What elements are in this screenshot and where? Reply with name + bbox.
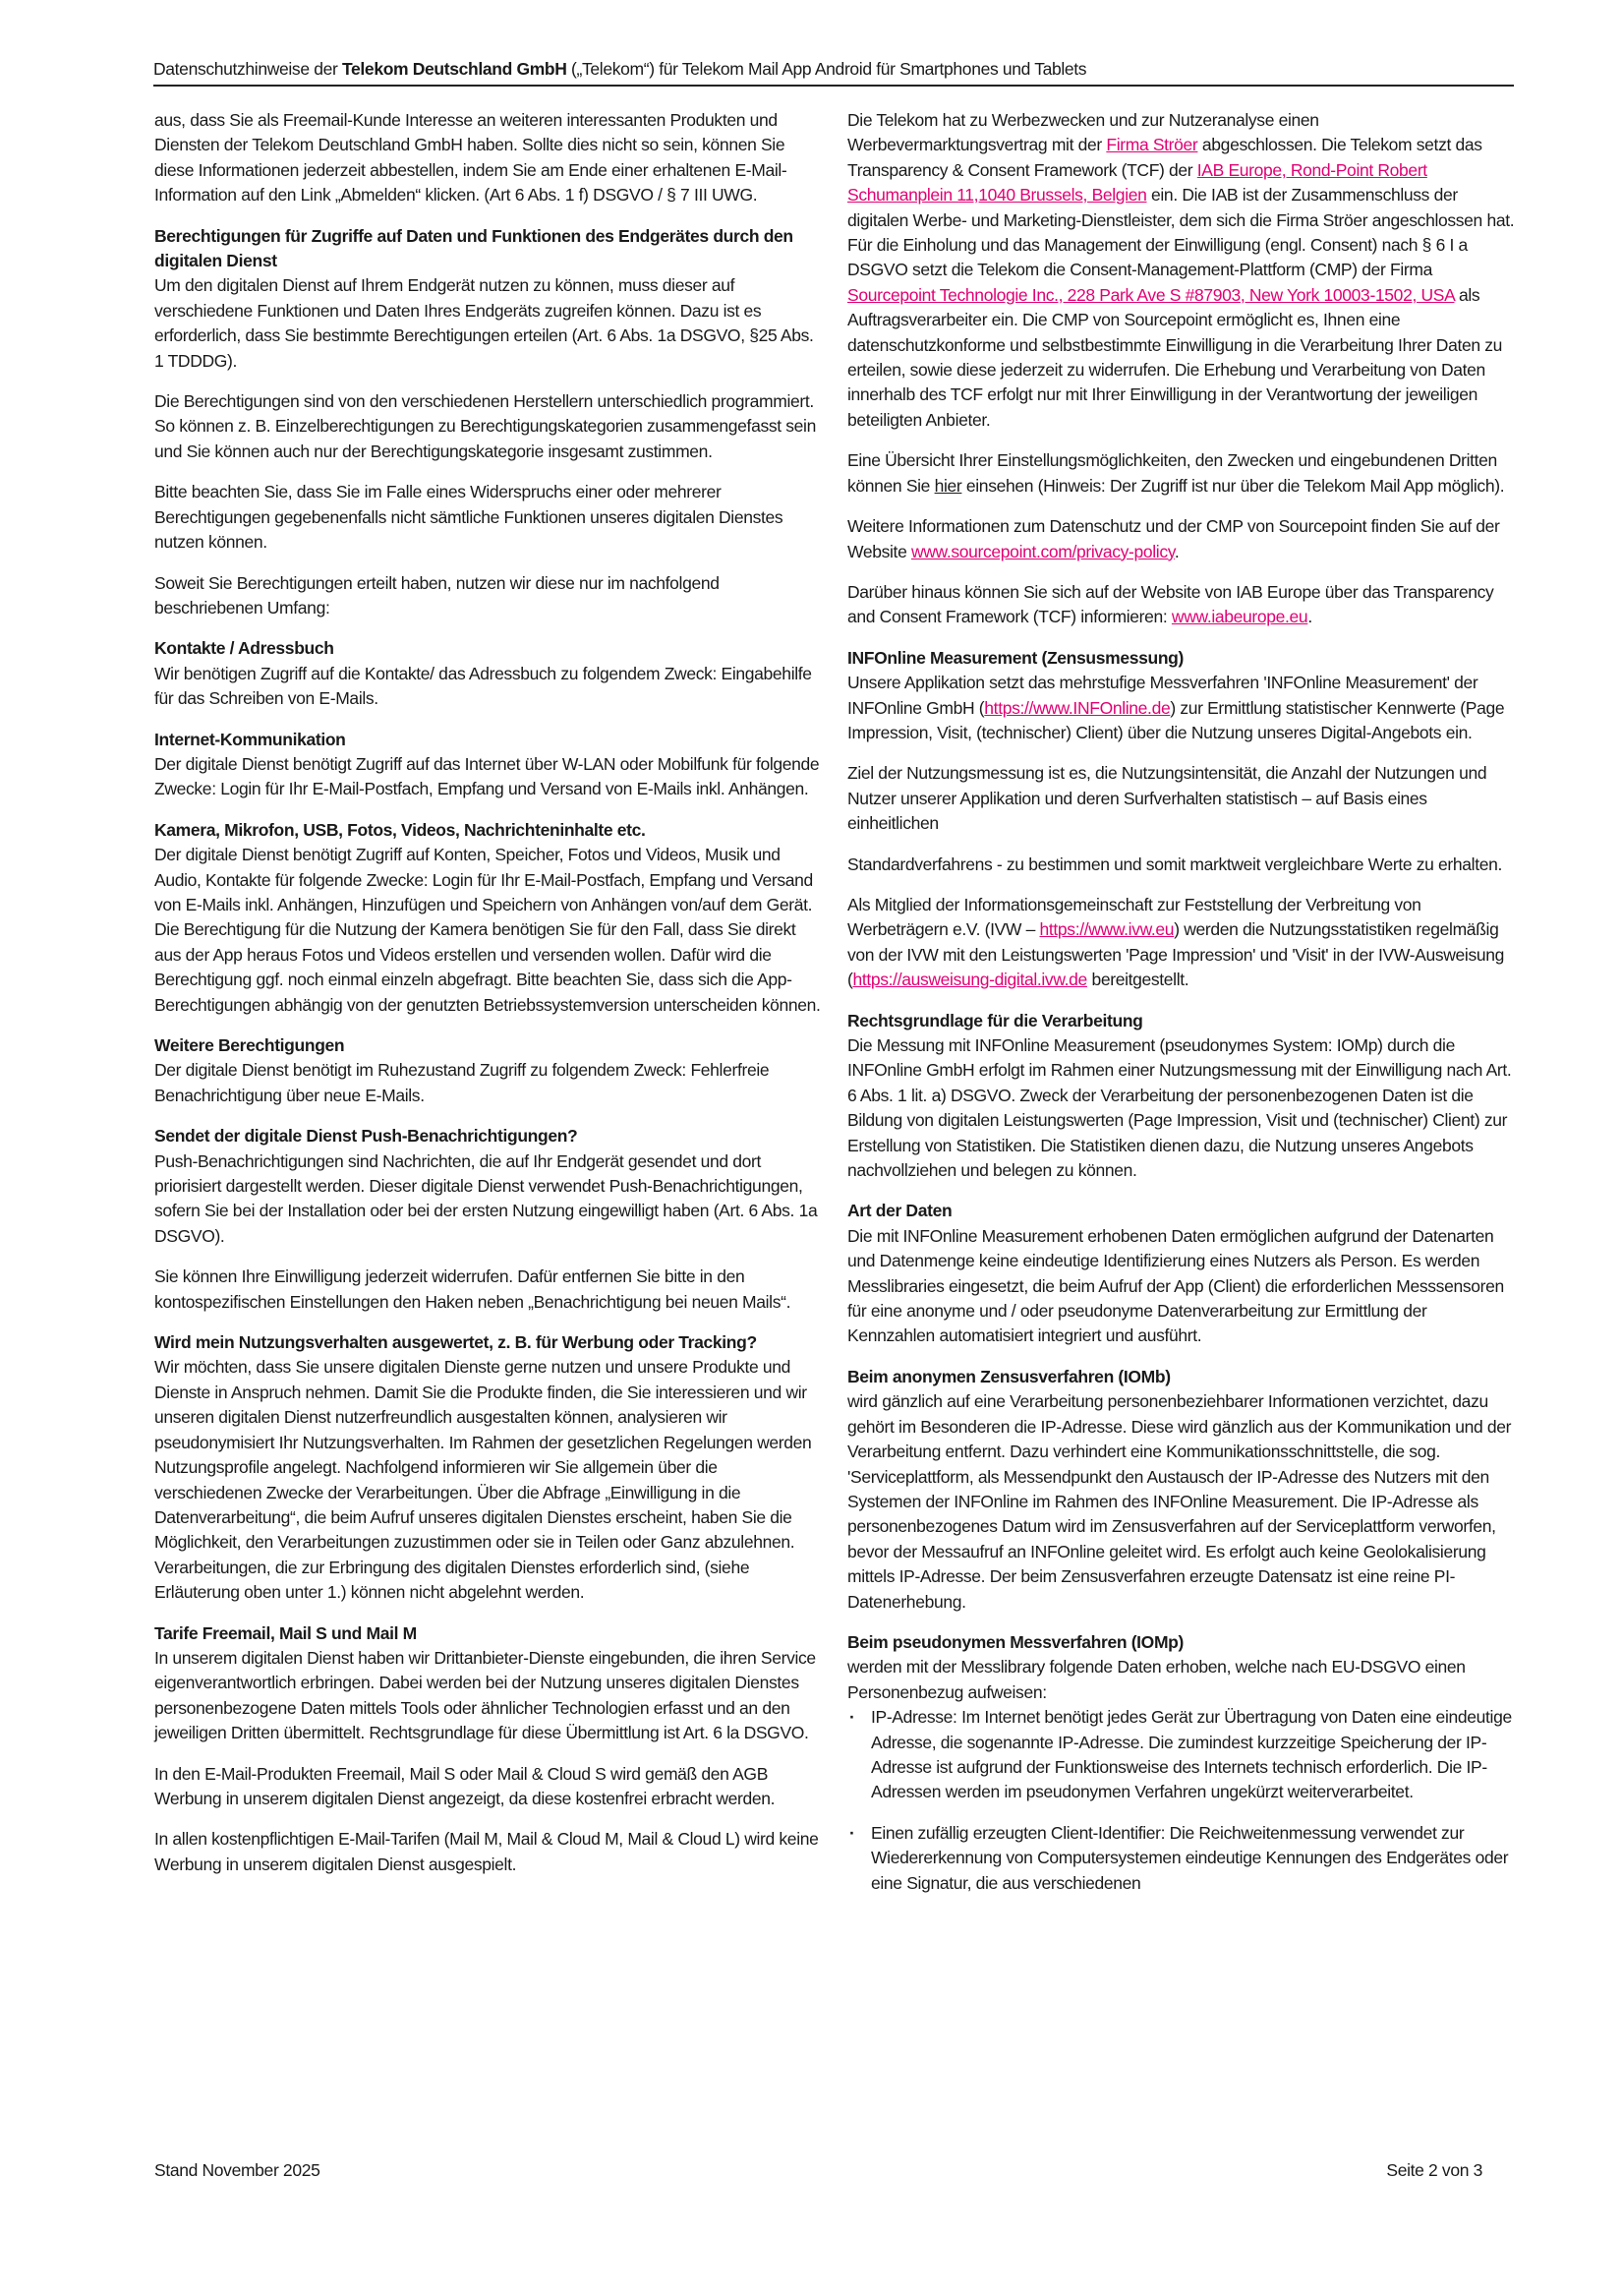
right-column bbox=[847, 108, 1516, 1912]
section-infonline bbox=[847, 646, 1516, 993]
sourcepoint-paragraph bbox=[847, 514, 1516, 564]
paragraph: werden mit der Messlibrary folgende Daten erhoben, welche nach EU-DSGVO einen Personenbezug aufweisen: bbox=[847, 1657, 1466, 1702]
section-contacts bbox=[154, 636, 823, 711]
footer-page-number: Seite 2 von 3 bbox=[1386, 2160, 1482, 2180]
section-title: Tarife Freemail, Mail S und Mail M bbox=[154, 1622, 417, 1643]
paragraph: Wir benötigen Zugriff auf die Kontakte/ das Adressbuch zu folgendem Zweck: Eingabehilfe für das Schreiben von E-Mails. bbox=[154, 663, 812, 709]
iab-paragraph bbox=[847, 580, 1516, 630]
text: ) werden die Nutzungsstatistiken regelmäßig von der IVW mit den Leistungswerten 'Page Impression' und 'Visit' in der IVW-Ausweisung ( bbox=[847, 919, 1505, 990]
iabeurope-link[interactable]: www.iabeurope.eu bbox=[1171, 607, 1308, 627]
text: Als Mitglied der Informationsgemeinschaft zur Feststellung der Verbreitung von Werbeträgern e.V. (IVW – bbox=[847, 894, 1421, 940]
ivw-link[interactable]: https://www.ivw.eu bbox=[1039, 919, 1175, 940]
header-company: Telekom Deutschland GmbH bbox=[342, 59, 567, 79]
section-push bbox=[154, 1124, 823, 1315]
paragraph: Die Berechtigungen sind von den verschiedenen Herstellern unterschiedlich programmiert. So können z. B. Einzelberechtigungen zu Berechtigungskategorien zusammengefasst sein und Sie können auch nur der Berechtigungskategorie insgesamt zustimmen. bbox=[154, 391, 816, 461]
section-title: Weitere Berechtigungen bbox=[154, 1035, 345, 1055]
paragraph: Der digitale Dienst benötigt Zugriff auf Konten, Speicher, Fotos und Videos, Musik und Audio, Kontakte für folgende Zwecke: Login für Ihr E-Mail-Postfach, Empfang und Versand von E-Mails inkl. Anhängen, Hinzufügen und Speichern von Anhängen von/auf dem Gerät. Die Berechtigung für die Nutzung der Kamera benötigen Sie für den Fall, dass Sie direkt aus der App heraus Fotos und Videos erstellen und versenden wollen. Dafür wird die Berechtigung ggf. noch einmal einzeln abgefragt. Bitte beachten Sie, dass sich die App-Berechtigungen abhängig von der genutzten Betriebssystemversion unterscheiden können. bbox=[154, 845, 821, 1015]
paragraph: Der digitale Dienst benötigt im Ruhezustand Zugriff zu folgendem Zweck: Fehlerfreie Benachrichtigung über neue E-Mails. bbox=[154, 1060, 770, 1105]
stroeer-paragraph bbox=[847, 108, 1516, 433]
text: Weitere Informationen zum Datenschutz und der CMP von Sourcepoint finden Sie auf der Website bbox=[847, 516, 1500, 561]
text: Darüber hinaus können Sie sich auf der Website von IAB Europe über das Transparency and Consent Framework (TCF) informieren: bbox=[847, 581, 1494, 627]
section-title: INFOnline Measurement (Zensusmessung) bbox=[847, 647, 1184, 668]
paragraph: Push-Benachrichtigungen sind Nachrichten, die auf Ihr Endgerät gesendet und dort priorisiert dargestellt werden. Dieser digitale Dienst verwendet Push-Benachrichtigungen, sofern Sie bei der Installation oder bei der ersten Nutzung eingewilligt haben (Art. 6 Abs. 1a DSGVO). bbox=[154, 1150, 818, 1246]
paragraph bbox=[847, 671, 1516, 745]
paragraph: In den E-Mail-Produkten Freemail, Mail S oder Mail & Cloud S wird gemäß den AGB Werbung in unserem digitalen Dienst angezeigt, da diese kostenfrei erbracht werden. bbox=[154, 1763, 776, 1808]
section-data-type bbox=[847, 1199, 1516, 1348]
iab-europe-address-link[interactable]: IAB Europe, Rond-Point Robert Schumanplein 11,1040 Brussels, Belgien bbox=[847, 159, 1427, 206]
paragraph: Sie können Ihre Einwilligung jederzeit widerrufen. Dafür entfernen Sie bitte in den kontospezifischen Einstellungen den Haken neben „Benachrichtigung bei neuen Mails“. bbox=[154, 1266, 791, 1312]
firma-stroeer-link[interactable]: Firma Ströer bbox=[1106, 135, 1198, 155]
header-prefix: Datenschutzhinweise der bbox=[153, 59, 342, 79]
section-title: Sendet der digitale Dienst Push-Benachrichtigungen? bbox=[154, 1126, 578, 1147]
paragraph: Standardverfahrens - zu bestimmen und somit marktweit vergleichbare Werte zu erhalten. bbox=[847, 854, 1503, 874]
section-anonymous bbox=[847, 1365, 1516, 1615]
paragraph bbox=[847, 893, 1516, 993]
sourcepoint-address-link[interactable]: Sourcepoint Technologie Inc., 228 Park Ave S #87903, New York 10003-1502, USA bbox=[847, 284, 1455, 305]
paragraph: Soweit Sie Berechtigungen erteilt haben, nutzen wir diese nur im nachfolgend beschriebenen Umfang: bbox=[154, 572, 720, 618]
text: bereitgestellt. bbox=[1086, 970, 1189, 990]
header-suffix: („Telekom“) für Telekom Mail App Android für Smartphones und Tablets bbox=[566, 59, 1087, 79]
paragraph: In unserem digitalen Dienst haben wir Drittanbieter-Dienste eingebunden, die ihren Service eigenverantwortlich erbringen. Dabei werden bei der Nutzung unseres digitalen Dienstes personenbezogene Daten mittels Tools oder ähnlicher Technologien erfasst und an den jeweiligen Dritten übermittelt. Rechtsgrundlage für diese Übermittlung ist Art. 6 la DSGVO. bbox=[154, 1647, 816, 1743]
paragraph: Die Messung mit INFOnline Measurement (pseudonymes System: IOMp) durch die INFOnline GmbH erfolgt im Rahmen einer Nutzungsmessung mit der Einwilligung nach Art. 6 Abs. 1 lit. a) DSGVO. Zweck der Verarbeitung der personenbezogenen Daten ist die Bildung von digitalen Leistungswerten (Page Impression, Visit und (technischer) Client) zur Erstellung von Statistiken. Die Statistiken dienen dazu, die Nutzung unseres Angebots nachvollziehen und belegen zu können. bbox=[847, 1035, 1512, 1181]
text: ) zur Ermittlung statistischer Kennwerte (Page Impression, Visit, (technischer) Client) über die Nutzung unseres Digital-Angebots ein. bbox=[847, 697, 1505, 742]
paragraph: Der digitale Dienst benötigt Zugriff auf das Internet über W-LAN oder Mobilfunk für folgende Zwecke: Login für Ihr E-Mail-Postfach, Empfang und Versand von E-Mails inkl. Anhängen. bbox=[154, 753, 820, 799]
left-column bbox=[154, 108, 823, 1893]
bullet-list bbox=[847, 1705, 1516, 1896]
section-title: Internet-Kommunikation bbox=[154, 729, 346, 749]
hier-link[interactable]: hier bbox=[934, 475, 962, 496]
paragraph: wird gänzlich auf eine Verarbeitung personenbeziehbarer Informationen verzichtet, dazu gehört im Besonderen die IP-Adresse. Diese wird gänzlich aus der Kommunikation und der Verarbeitung entfernt. Dazu verhindert eine Kommunikationsschnittstelle, die sog. 'Serviceplattform, als Messendpunkt den Austausch der IP-Adresse des Nutzers mit den Systemen der INFOnline im Rahmen des INFOnline Measurement. Die IP-Adresse als personenbezogenes Datum wird im Zensusverfahren auf der Serviceplattform verworfen, bevor der Messaufruf an INFOnline geleitet wird. Es erfolgt auch keine Geolokalisierung mittels IP-Adresse. Der beim Zensusverfahren erzeugte Datensatz ist eine reine PI-Datenerhebung. bbox=[847, 1391, 1512, 1612]
paragraph: Wir möchten, dass Sie unsere digitalen Dienste gerne nutzen und unsere Produkte und Dienste in Anspruch nehmen. Damit Sie die Produkte finden, die Sie interessieren und wir unseren digitalen Dienst nutzerfreundlich ausgestalten können, analysieren wir pseudonymisiert Ihr Nutzungsverhalten. Im Rahmen der gesetzlichen Regelungen werden Nutzungsprofile angelegt. Nachfolgend informieren wir Sie allgemein über die verschiedenen Zwecke der Verarbeitungen. Über die Abfrage „Einwilligung in die Datenverarbeitung“, die beim Aufruf unseres digitalen Dienstes erscheint, haben Sie die Möglichkeit, den Verarbeitungen zuzustimmen oder sie in Teilen oder Ganz abzulehnen. Verarbeitungen, die zur Erbringung des digitalen Dienstes erforderlich sind, (siehe Erläuterung oben unter 1.) können nicht abgelehnt werden. bbox=[154, 1357, 812, 1603]
paragraph: In allen kostenpflichtigen E-Mail-Tarifen (Mail M, Mail & Cloud M, Mail & Cloud L) wird keine Werbung in unserem digitalen Dienst ausgespielt. bbox=[154, 1829, 819, 1874]
section-legal-basis bbox=[847, 1009, 1516, 1184]
section-tracking bbox=[154, 1330, 823, 1605]
text: ein. Die IAB ist der Zusammenschluss der digitalen Werbe- und Marketing-Dienstleister, dem sich die Firma Ströer angeschlossen hat. Für die Einholung und das Management der Einwilligung (engl. Consent) nach § 6 I a DSGVO setzt die Telekom die Consent-Management-Plattform (CMP) der Firma bbox=[847, 185, 1515, 280]
text: . bbox=[1307, 607, 1312, 627]
sourcepoint-privacy-link[interactable]: www.sourcepoint.com/privacy-policy bbox=[910, 541, 1175, 561]
section-further-permissions bbox=[154, 1033, 823, 1108]
list-item: · Einen zufällig erzeugten Client-Identifier: Die Reichweitenmessung verwendet zur Wiedererkennung von Computersystemen eindeutige Kennungen des Endgerätes oder eine Signatur, die aus verschiedenen bbox=[847, 1821, 1516, 1896]
section-title: Wird mein Nutzungsverhalten ausgewertet, z. B. für Werbung oder Tracking? bbox=[154, 1332, 757, 1353]
text: . bbox=[1174, 541, 1180, 561]
infonline-link[interactable]: https://www.INFOnline.de bbox=[984, 697, 1171, 718]
paragraph: Um den digitalen Dienst auf Ihrem Endgerät nutzen zu können, muss dieser auf verschiedene Funktionen und Daten Ihres Endgeräts zugreifen können. Dazu ist es erforderlich, dass Sie bestimmte Berechtigungen erteilen (Art. 6 Abs. 1a DSGVO, §25 Abs. 1 TDDDG). bbox=[154, 275, 814, 371]
section-title: Rechtsgrundlage für die Verarbeitung bbox=[847, 1010, 1143, 1030]
section-title: Art der Daten bbox=[847, 1201, 953, 1221]
section-internet bbox=[154, 728, 823, 802]
text: Eine Übersicht Ihrer Einstellungsmöglichkeiten, den Zwecken und eingebundenen Dritten können Sie bbox=[847, 450, 1497, 496]
text: abgeschlossen. Die Telekom setzt das Transparency & Consent Framework (TCF) der bbox=[847, 135, 1482, 180]
text: als Auftragsverarbeiter ein. Die CMP von Sourcepoint ermöglicht es, Ihnen eine datenschutzkonforme und selbstbestimmte Einwilligung in die Verarbeitung Ihrer Daten zu erteilen, sowie diese jederzeit zu widerrufen. Die Erhebung und Verarbeitung von Daten innerhalb des TCF erfolgt nur mit Ihrer Einwilligung in der Verantwortung der jeweiligen beteiligten Anbieter. bbox=[847, 284, 1503, 430]
section-title: Kamera, Mikrofon, USB, Fotos, Videos, Nachrichteninhalte etc. bbox=[154, 819, 646, 840]
section-tariffs bbox=[154, 1621, 823, 1878]
section-camera bbox=[154, 818, 823, 1018]
section-title: Berechtigungen für Zugriffe auf Daten und Funktionen des Endgerätes durch den digitalen Dienst bbox=[154, 225, 793, 271]
footer-date: Stand November 2025 bbox=[154, 2160, 320, 2180]
page-header bbox=[153, 57, 1514, 87]
text: Die Telekom hat zu Werbezwecken und zur Nutzeranalyse einen Werbevermarktungsvertrag mit der bbox=[847, 110, 1319, 155]
list-item: · IP-Adresse: Im Internet benötigt jedes Gerät zur Übertragung von Daten eine eindeutige Adresse, die sogenannte IP-Adresse. Die zumindest kurzzeitige Speicherung der IP-Adresse ist aufgrund der Funktionsweise des Internets technisch erforderlich. Die IP-Adressen werden im pseudonymen Verfahren ungekürzt weiterverarbeitet. bbox=[847, 1705, 1516, 1805]
paragraph: Ziel der Nutzungsmessung ist es, die Nutzungsintensität, die Anzahl der Nutzungen und Nutzer unserer Applikation und deren Surfverhalten statistisch – auf Basis eines einheitlichen bbox=[847, 763, 1487, 834]
text: Unsere Applikation setzt das mehrstufige Messverfahren 'INFOnline Measurement' der INFOnline GmbH ( bbox=[847, 673, 1478, 718]
section-title: Beim pseudonymen Messverfahren (IOMp) bbox=[847, 1631, 1184, 1652]
overview-paragraph bbox=[847, 448, 1516, 499]
paragraph: Die mit INFOnline Measurement erhobenen Daten ermöglichen aufgrund der Datenarten und Datenmenge keine eindeutige Identifizierung eines Nutzers als Person. Es werden Messlibraries eingesetzt, die beim Aufruf der App (Client) die erforderlichen Messsensoren für eine anonyme und / oder pseudonyme Datenverarbeitung zur Ermittlung der Kennzahlen automatisiert integriert und ausführt. bbox=[847, 1225, 1504, 1346]
section-permissions bbox=[154, 224, 823, 621]
section-pseudonymous bbox=[847, 1630, 1516, 1896]
ivw-ausweisung-link[interactable]: https://ausweisung-digital.ivw.de bbox=[852, 970, 1087, 990]
paragraph: Bitte beachten Sie, dass Sie im Falle eines Widerspruchs einer oder mehrerer Berechtigungen gegebenenfalls nicht sämtliche Funktionen unseres digitalen Dienstes nutzen können. bbox=[154, 482, 783, 553]
text: einsehen (Hinweis: Der Zugriff ist nur über die Telekom Mail App möglich). bbox=[961, 475, 1505, 496]
intro-paragraph: aus, dass Sie als Freemail-Kunde Interesse an weiteren interessanten Produkten und Diensten der Telekom Deutschland GmbH haben. Sollte dies nicht so sein, können Sie diese Informationen jederzeit abbestellen, indem Sie am Ende einer erhaltenen E-Mail-Information auf den Link „Abmelden“ klicken. (Art 6 Abs. 1 f) DSGVO / § 7 III UWG. bbox=[154, 110, 787, 206]
section-title: Kontakte / Adressbuch bbox=[154, 638, 334, 659]
section-title: Beim anonymen Zensusverfahren (IOMb) bbox=[847, 1366, 1171, 1386]
